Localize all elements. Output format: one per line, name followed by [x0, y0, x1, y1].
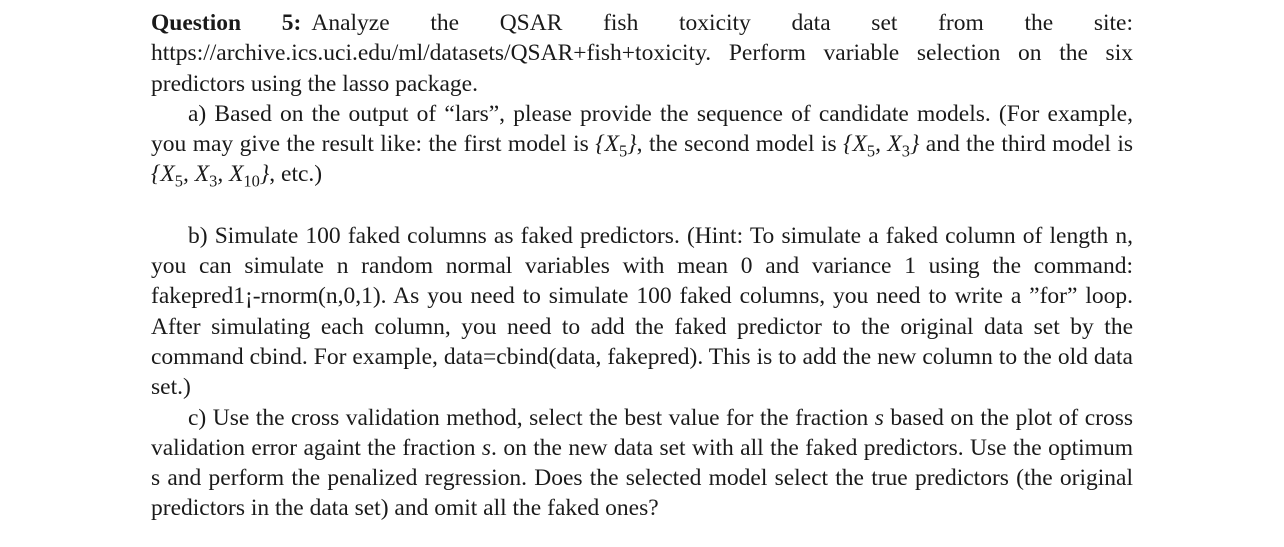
part-a-text-4: , etc.): [269, 161, 323, 188]
part-a-model-set-3: {$X_5$, $X_3$, $X_{10}$}: [151, 161, 270, 192]
document-body: [151, 8, 1133, 524]
part-c-variable-s-2: s: [481, 434, 492, 461]
part-b-paragraph: [151, 221, 1133, 403]
question-intro-paragraph: [151, 8, 1133, 99]
part-b-text: b) Simulate 100 faked columns as faked predictors. (Hint: To simulate a faked column of length n, you can simulate n random normal variables with mean 0 and variance 1 using the command: fakepred1¡-rnorm(n,0,1). As you need to simulate 100 faked columns, you need to write a ”for” loop. After simulating each column, you need to add the faked predictor to the original data set by the command cbind. For example, data=cbind(data, fakepred). This is to add the new column to the old data set.): [151, 222, 1133, 401]
part-a-text-3: and the third model is: [919, 131, 1133, 158]
part-c-text-3: . on the new data set with all the faked predictors. Use the optimum s and perform the penalized regression. Does the selected model select the true predictors (the original predictors in the data set) and omit all the faked ones?: [151, 434, 1133, 522]
part-c-text-1: c) Use the cross validation method, select the best value for the fraction: [188, 404, 875, 431]
part-c-paragraph: [151, 403, 1133, 524]
part-a-text-2: , the second model is: [636, 131, 844, 158]
part-c-variable-s-1: s: [874, 404, 884, 431]
part-a-paragraph: [151, 99, 1133, 190]
question-label: Question 5:: [151, 10, 302, 36]
part-c-text-2: based on the plot of cross validation error againt the fraction: [151, 404, 1133, 461]
question-intro-text: Analyze the QSAR fish toxicity data set from the site: https://archive.ics.uci.edu/ml/datasets/QSAR+fish+toxicity. Perform variable selection on the six predictors using the lasso package.: [151, 10, 1133, 97]
paragraph-gap: [151, 190, 1133, 221]
part-a-text-1: a) Based on the output of “lars”, please provide the sequence of candidate models. (For example, you may give the result like: the first model is: [151, 100, 1133, 158]
part-a-model-set-2: {$X_5$, $X_3$}: [843, 131, 920, 161]
part-a-model-set-1: $\{X_5\}$: [595, 131, 637, 161]
